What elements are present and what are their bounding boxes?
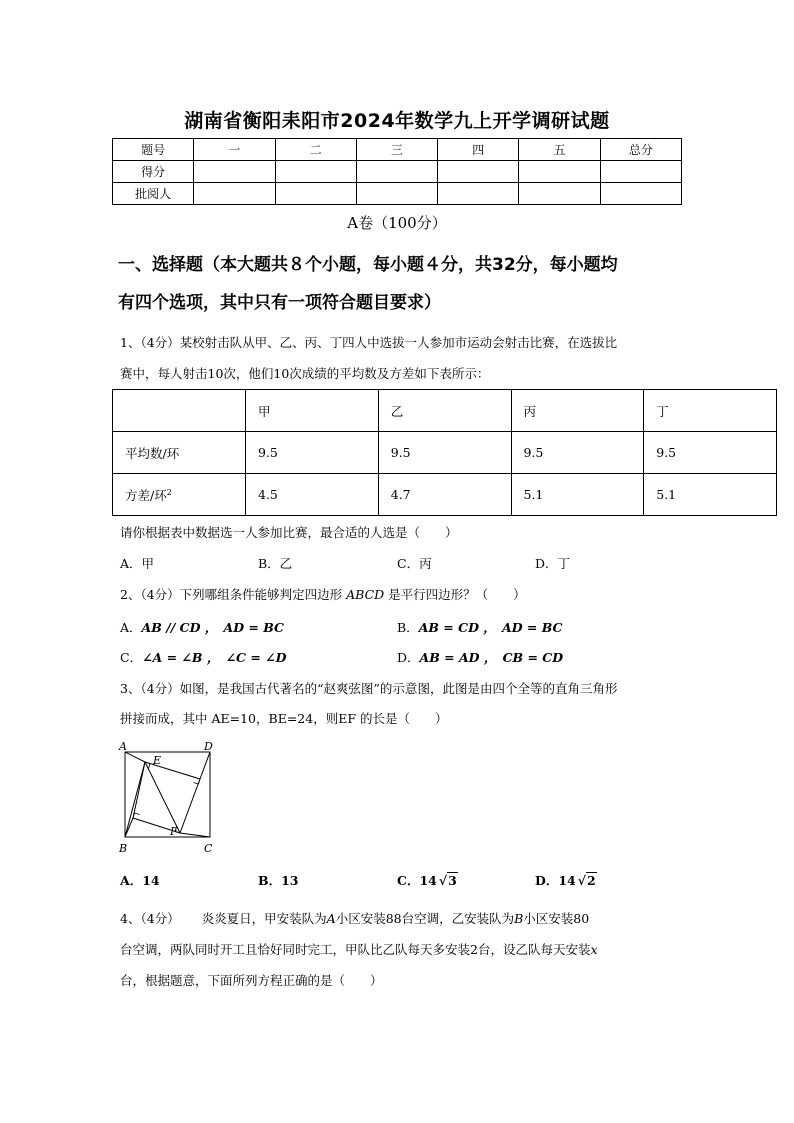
q2-stem-part2: 是平行四边形？（ ） <box>388 587 526 602</box>
q1-cell: 4.7 <box>378 474 511 516</box>
q1-stem-line1: 1、（4分）某校射击队从甲、乙、丙、丁四人中选拔一人参加市运动会射击比赛，在选拔比 <box>120 335 618 350</box>
q2-option-d[interactable] <box>397 648 563 668</box>
q1-table-row-mean <box>113 432 777 474</box>
section-one-heading-line1: 一、选择题（本大题共８个小题，每小题４分，共32分，每小题均 <box>118 255 618 275</box>
score-cell[interactable] <box>519 183 600 205</box>
q1-cell: 9.5 <box>246 432 379 474</box>
q1-option-b[interactable]: B．乙 <box>258 556 293 571</box>
score-cell[interactable] <box>600 183 681 205</box>
label-a: A <box>119 740 127 753</box>
q3-option-d-text: D．14 <box>535 873 576 888</box>
q2-option-a[interactable] <box>120 618 284 638</box>
score-cell[interactable] <box>356 183 437 205</box>
score-table <box>112 138 682 205</box>
q1-cell: 5.1 <box>644 474 777 516</box>
score-row-label: 批阅人 <box>113 183 194 205</box>
q2-option-d-text: AB = AD ， CB = CD <box>419 650 564 665</box>
q2-option-a-label: A． <box>120 620 142 635</box>
sqrt-radicand: 2 <box>586 873 596 888</box>
q4-stem-line1 <box>120 904 589 934</box>
q3-stem-line2: 拼接而成，其中 AE=10，BE=24，则EF 的长是（ ） <box>120 711 448 726</box>
q1-row-label-text: 方差/环 <box>125 487 167 503</box>
q4-stem-line3: 台，根据题意，下面所列方程正确的是（ ） <box>120 973 383 988</box>
inner-square <box>133 762 200 833</box>
label-e: E <box>153 754 162 767</box>
q1-table-header-row <box>113 390 777 432</box>
score-table-header-row <box>113 139 682 161</box>
score-cell[interactable] <box>275 183 356 205</box>
q1-data-table <box>112 389 777 516</box>
q2-option-b-label: B． <box>397 620 419 635</box>
q4-prefix: 4、（4分） <box>120 911 180 926</box>
q1-cell: 9.5 <box>644 432 777 474</box>
q1-row-label <box>113 474 246 516</box>
score-header-cell: 总分 <box>600 139 681 161</box>
score-header-cell: 题号 <box>113 139 194 161</box>
q1-cell: 4.5 <box>246 474 379 516</box>
q1-superscript: 2 <box>166 487 172 497</box>
q2-option-b[interactable] <box>397 618 562 638</box>
label-f: F <box>170 825 178 838</box>
score-table-row <box>113 183 682 205</box>
q4-text: 小区安装88台空调，乙安装队为 <box>335 911 515 926</box>
score-header-cell: 四 <box>438 139 519 161</box>
score-cell[interactable] <box>600 161 681 183</box>
section-one-heading-line2: 有四个选项，其中只有一项符合题目要求） <box>118 293 441 313</box>
q3-stem-line1: 3、（4分）如图，是我国古代著名的“赵爽弦图”的示意图，此图是由四个全等的直角三角形 <box>120 681 618 696</box>
q2-stem-part1: 2、（4分）下列哪组条件能够判定四边形 <box>120 587 343 602</box>
score-header-cell: 五 <box>519 139 600 161</box>
q3-option-d[interactable] <box>535 871 597 891</box>
q4-text: 小区安装80 <box>523 911 590 926</box>
q4-var-x: x <box>590 942 598 957</box>
q2-option-c-label: C． <box>120 650 143 665</box>
score-cell[interactable] <box>356 161 437 183</box>
q2-option-b-text: AB = CD ， AD = BC <box>418 620 563 635</box>
q1-cell: 5.1 <box>511 474 644 516</box>
q1-table-header: 甲 <box>246 390 379 432</box>
segment-cf <box>180 833 210 837</box>
label-c: C <box>204 842 213 855</box>
label-b: B <box>119 842 128 855</box>
score-header-cell: 二 <box>275 139 356 161</box>
q4-stem-line2 <box>120 935 598 965</box>
right-angle-mark <box>133 813 140 818</box>
q4-text: 台空调，两队同时开工且恰好同时完工，甲队比乙队每天多安装2台，设乙队每天安装 <box>120 942 591 957</box>
q4-text: 炎炎夏日，甲安装队为 <box>201 911 327 926</box>
score-cell[interactable] <box>275 161 356 183</box>
q1-table-header: 丙 <box>511 390 644 432</box>
q2-stem-abcd: ABCD <box>346 587 385 602</box>
score-cell[interactable] <box>438 161 519 183</box>
score-cell[interactable] <box>194 183 275 205</box>
q1-table-header: 丁 <box>644 390 777 432</box>
score-row-label: 得分 <box>113 161 194 183</box>
q2-option-a-text: AB // CD ， AD = BC <box>141 620 284 635</box>
q2-stem <box>120 580 526 610</box>
segment-ae <box>125 752 145 762</box>
zhao-shuang-figure <box>115 738 225 858</box>
q3-option-c-text: C．14 <box>397 873 437 888</box>
score-cell[interactable] <box>438 183 519 205</box>
q1-stem-line2: 赛中，每人射击10次，他们10次成绩的平均数及方差如下表所示： <box>120 366 490 381</box>
q1-option-a[interactable]: A．甲 <box>120 556 155 571</box>
score-cell[interactable] <box>194 161 275 183</box>
sqrt-symbol: √2 <box>577 873 596 888</box>
q4-var-b: B <box>514 911 524 926</box>
q3-option-a[interactable]: A．14 <box>120 873 160 888</box>
q3-option-c[interactable] <box>397 871 458 891</box>
sqrt-radicand: 3 <box>448 873 457 888</box>
score-table-row <box>113 161 682 183</box>
q1-table-corner <box>113 390 246 432</box>
q3-option-b[interactable]: B．13 <box>258 873 299 888</box>
q1-table-header: 乙 <box>378 390 511 432</box>
q2-option-c-text: ∠A = ∠B ， ∠C = ∠D <box>142 650 287 665</box>
label-d: D <box>204 740 213 753</box>
q1-table-row-variance <box>113 474 777 516</box>
segment-ef <box>145 762 180 833</box>
q2-option-c[interactable] <box>120 648 286 668</box>
q1-cell: 9.5 <box>511 432 644 474</box>
score-header-cell: 三 <box>356 139 437 161</box>
segment-be <box>125 762 145 837</box>
q1-prompt: 请你根据表中数据选一人参加比赛，最合适的人选是（ ） <box>120 525 458 540</box>
score-header-cell: 一 <box>194 139 275 161</box>
sqrt-symbol: √3 <box>438 873 457 888</box>
q4-var-a: A <box>326 911 336 926</box>
section-a-heading: A卷（100分） <box>347 214 447 232</box>
right-angle-mark <box>194 779 201 784</box>
exam-title: 湖南省衡阳耒阳市2024年数学九上开学调研试题 <box>184 110 610 132</box>
score-cell[interactable] <box>519 161 600 183</box>
q1-cell: 9.5 <box>378 432 511 474</box>
q1-option-c[interactable]: C．丙 <box>397 556 432 571</box>
q1-row-label: 平均数/环 <box>113 432 246 474</box>
segment-dg <box>200 752 210 779</box>
q2-option-d-label: D． <box>397 650 420 665</box>
q1-option-d[interactable]: D．丁 <box>535 556 571 571</box>
